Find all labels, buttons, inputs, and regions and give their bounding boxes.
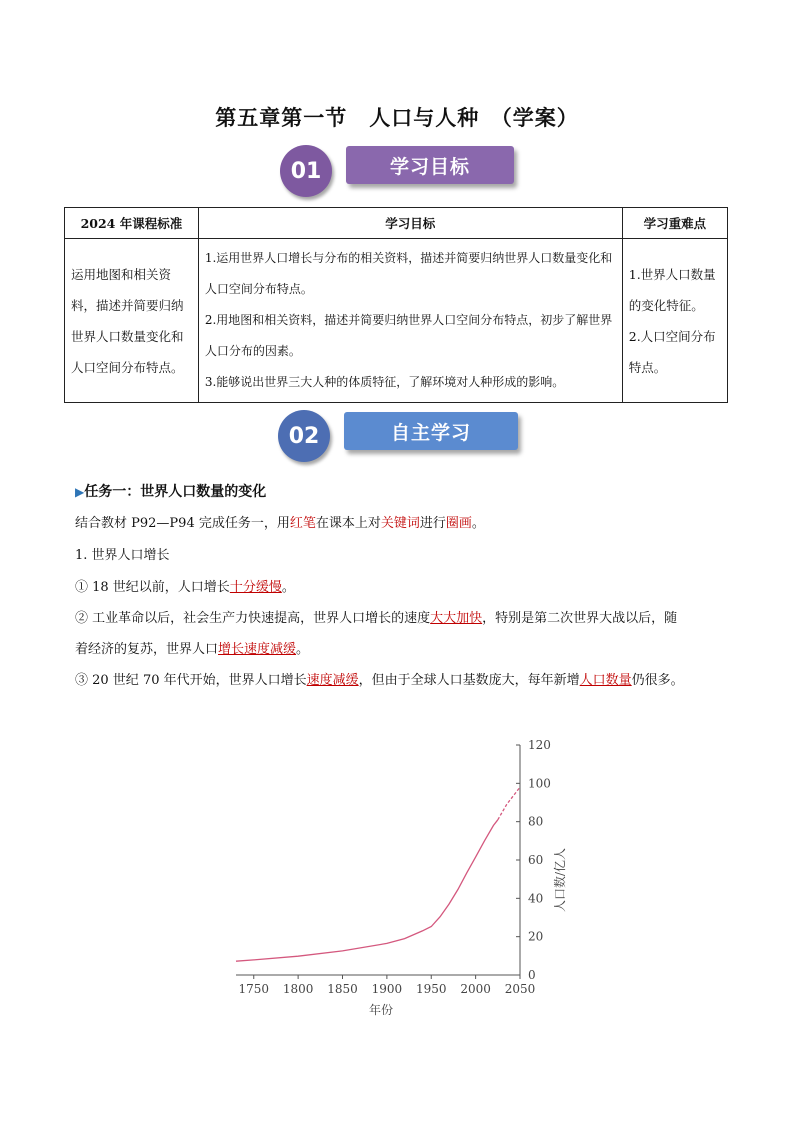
task-heading <box>75 481 266 501</box>
goal-item: 3.能够说出世界三大人种的体质特征，了解环境对人种形成的影响。 <box>204 375 565 389</box>
key-point-item: 1.世界人口数量的变化特征。 <box>628 266 716 313</box>
x-tick-label: 1900 <box>371 982 403 996</box>
cell-standard: 运用地图和相关资料，描述并简要归纳世界人口数量变化和人口空间分布特点。 <box>65 239 199 403</box>
x-tick-label: 2050 <box>504 982 536 996</box>
section-label: 自主学习 <box>344 412 518 450</box>
x-tick-label: 1950 <box>415 982 447 996</box>
population-line <box>236 820 498 961</box>
table-header-row <box>65 208 728 239</box>
y-tick-label: 60 <box>528 853 544 867</box>
x-tick-label: 1800 <box>282 982 314 996</box>
y-axis-label: 人口数/亿人 <box>553 847 567 913</box>
header-key-points: 学习重难点 <box>622 208 727 239</box>
x-tick-label: 2000 <box>460 982 491 996</box>
x-tick-label: 1750 <box>238 982 270 996</box>
list-item: ② 工业革命以后，社会生产力快速提高，世界人口增长的速度大大加快，特别是第二次世界大战以后，随 <box>75 611 678 626</box>
y-tick-label: 0 <box>528 968 536 982</box>
section-number: 02 <box>278 410 330 462</box>
task-heading-text: 任务一：世界人口数量的变化 <box>84 484 267 500</box>
list-item-continued: 着经济的复苏，世界人口增长速度减缓。 <box>75 642 310 657</box>
y-tick-label: 120 <box>528 738 551 752</box>
key-point-item: 2.人口空间分布特点。 <box>628 328 716 375</box>
header-standard: 2024 年课程标准 <box>65 208 199 239</box>
y-tick-label: 40 <box>528 891 544 906</box>
list-item: ③ 20 世纪 70 年代开始，世界人口增长速度减缓，但由于全球人口基数庞大，每年新增人口数量仍很多。 <box>75 673 684 688</box>
task-instruction: 结合教材 P92—P94 完成任务一，用红笔在课本上对关键词进行圈画。 <box>75 516 485 531</box>
y-tick-label: 80 <box>528 814 544 829</box>
page-title: 第五章第一节 人口与人种 （学案） <box>215 105 579 130</box>
section-label: 学习目标 <box>346 146 514 184</box>
header-goals: 学习目标 <box>198 208 622 239</box>
section-number: 01 <box>280 145 332 197</box>
y-tick-label: 20 <box>528 929 544 944</box>
list-item: ① 18 世纪以前，人口增长十分缓慢。 <box>75 580 295 595</box>
goal-item: 1.运用世界人口增长与分布的相关资料，描述并简要归纳世界人口数量变化和人口空间分布特点。 <box>204 251 613 296</box>
cell-goals <box>198 239 622 403</box>
y-tick-label: 100 <box>528 776 551 791</box>
x-axis-label: 年份 <box>368 1003 394 1017</box>
x-tick-label: 1850 <box>327 982 358 996</box>
subheading: 1. 世界人口增长 <box>75 548 170 563</box>
objectives-table <box>64 207 728 403</box>
goal-item: 2.用地图和相关资料，描述并简要归纳世界人口空间分布特点，初步了解世界人口分布的因素。 <box>204 313 613 358</box>
triangle-bullet-icon: ▶ <box>75 485 85 499</box>
projection-line <box>498 787 520 820</box>
cell-key-points <box>622 239 727 403</box>
table-row <box>65 239 728 403</box>
